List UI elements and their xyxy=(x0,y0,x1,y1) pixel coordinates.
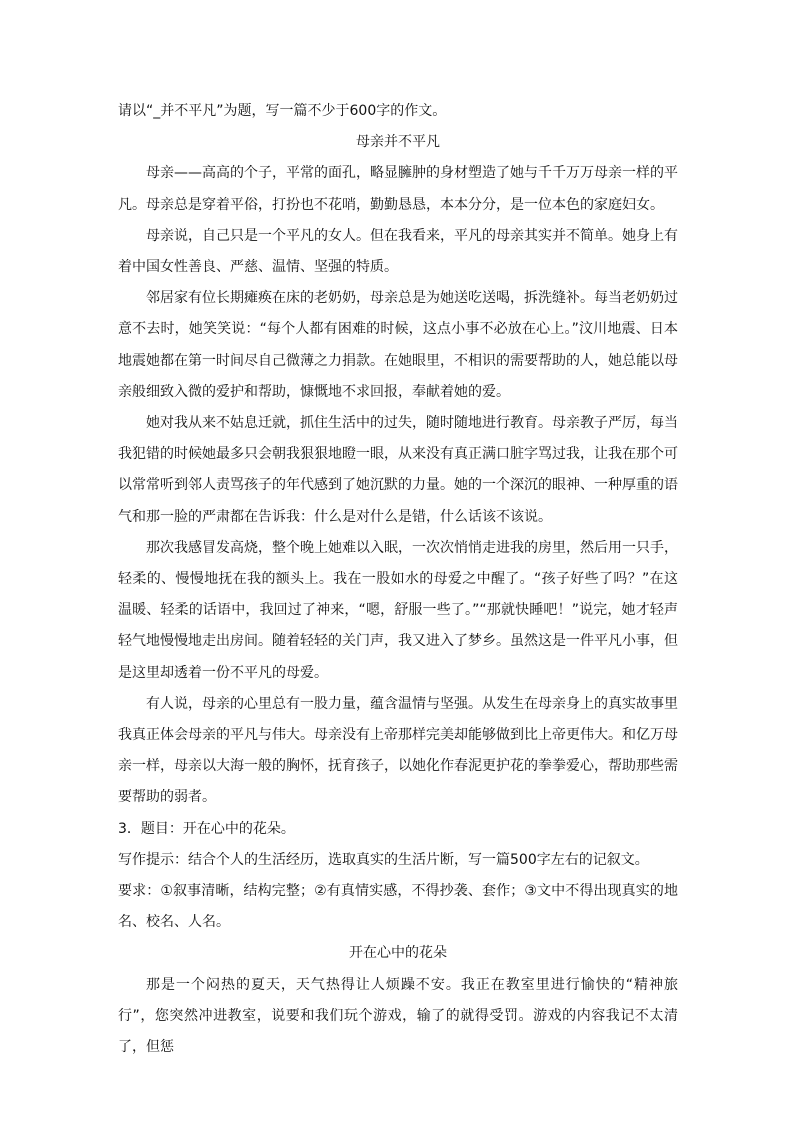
essay1-paragraph-3: 邻居家有位长期瘫痪在床的老奶奶，母亲总是为她送吃送喝，拆洗缝补。每当老奶奶过意不去时，她笑笑说：“每个人都有困难的时候，这点小事不必放在心上。”汶川地震、日本地震她都在第一时间尽自己微薄之力捐款。在她眼里，不相识的需要帮助的人，她总能以母亲般细致入微的爱护和帮助，慷慨地不求回报，奉献着她的爱。 xyxy=(118,290,678,400)
essay1-paragraph-4: 她对我从来不姑息迁就，抓住生活中的过失，随时随地进行教育。母亲教子严厉，每当我犯错的时候她最多只会朝我狠狠地瞪一眼，从来没有真正满口脏字骂过我，让我在那个可以常常听到邻人责骂孩子的年代感到了她沉默的力量。她的一个深沉的眼神、一种厚重的语气和那一脸的严肃都在告诉我：什么是对什么是错，什么话该不该说。 xyxy=(118,415,678,525)
essay2-paragraph-1: 那是一个闷热的夏天，天气热得让人烦躁不安。我正在教室里进行愉快的“精神旅行”，您突然冲进教室，说要和我们玩个游戏，输了的就得受罚。游戏的内容我记不太清了，但惩 xyxy=(118,976,678,1056)
essay1-paragraph-5: 那次我感冒发高烧，整个晚上她难以入眠，一次次悄悄走进我的房里，然后用一只手，轻柔的、慢慢地抚在我的额头上。我在一股如水的母爱之中醒了。“孩子好些了吗？”在这温暖、轻柔的话语中，我回过了神来，“嗯，舒服一些了。”“那就快睡吧！”说完，她才轻声轻气地慢慢地走出房间。随着轻轻的关门声，我又进入了梦乡。虽然这是一件平凡小事，但是这里却透着一份不平凡的母爱。 xyxy=(118,539,678,681)
essay-title-2: 开在心中的花朵 xyxy=(349,945,447,962)
document-body xyxy=(118,96,678,1063)
essay-title-1: 母亲并不平凡 xyxy=(356,134,440,151)
essay-prompt: 请以“_并不平凡”为题，写一篇不少于600字的作文。 xyxy=(118,103,447,119)
question-3: 3．题目：开在心中的花朵。 xyxy=(118,820,295,837)
essay1-paragraph-6: 有人说，母亲的心里总有一股力量，蕴含温情与坚强。从发生在母亲身上的真实故事里我真正体会母亲的平凡与伟大。母亲没有上帝那样完美却能够做到比上帝更伟大。和亿万母亲一样，母亲以大海一般的胸怀，抚育孩子，以她化作春泥更护花的拳拳爱心，帮助那些需要帮助的弱者。 xyxy=(118,695,678,806)
essay1-paragraph-1: 母亲——高高的个子，平常的面孔，略显臃肿的身材塑造了她与千千万万母亲一样的平凡。母亲总是穿着平俗，打扮也不花哨，勤勤恳恳，本本分分，是一位本色的家庭妇女。 xyxy=(118,165,678,213)
writing-requirements: 要求：①叙事清晰，结构完整；②有真情实感，不得抄袭、套作；③文中不得出现真实的地名、校名、人名。 xyxy=(118,883,678,931)
essay1-paragraph-2: 母亲说，自己只是一个平凡的女人。但在我看来，平凡的母亲其实并不简单。她身上有着中国女性善良、严慈、温情、坚强的特质。 xyxy=(118,227,678,276)
writing-hint: 写作提示：结合个人的生活经历，选取真实的生活片断，写一篇500字左右的记叙文。 xyxy=(118,851,649,868)
